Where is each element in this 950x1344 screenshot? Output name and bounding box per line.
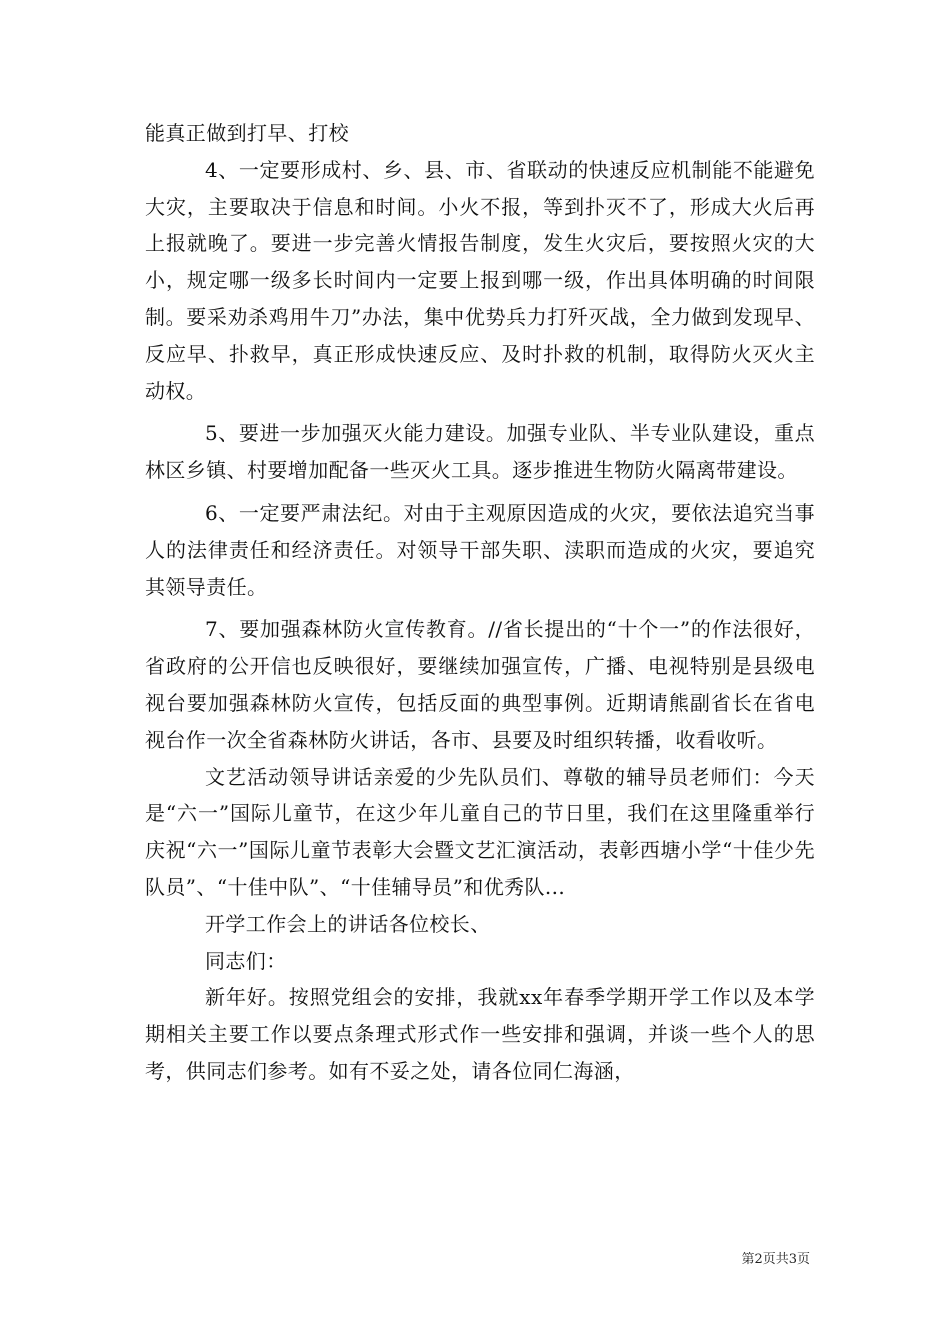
paragraph-meeting-title: 开学工作会上的讲话各位校长、	[205, 911, 491, 936]
page-number-footer: 第2页共3页	[741, 1252, 810, 1267]
paragraph-salutation: 同志们：	[205, 948, 287, 973]
paragraph-item-4: 4、一定要形成村、乡、县、市、省联动的快速反应机制能不能避免大灾，主要取决于信息和时间。小火不报，等到扑灭不了，形成大火后再上报就晚了。要进一步完善火情报告制度，发生火灾后，要按照火灾的大小，规定哪一级多长时间内一定要上报到哪一级，作出具体明确的时间限制。要采劝杀鸡用牛刀”办法，集中优势兵力打歼灭战，全力做到发现早、反应早、扑救早，真正形成快速反应、及时扑救的机制，取得防火灭火主动权。	[145, 157, 815, 403]
paragraph-greeting: 新年好。按照党组会的安排，我就xx年春季学期开学工作以及本学期相关主要工作以要点条理式形式作一些安排和强调，并谈一些个人的思考，供同志们参考。如有不妥之处，请各位同仁海涵，	[145, 985, 815, 1083]
paragraph-item-6: 6、一定要严肃法纪。对由于主观原因造成的火灾，要依法追究当事人的法律责任和经济责任。对领导干部失职、渎职而造成的火灾，要追究其领导责任。	[145, 500, 815, 599]
paragraph-speech-excerpt: 文艺活动领导讲话亲爱的少先队员们、尊敬的辅导员老师们：今天是“六一”国际儿童节，在这少年儿童自己的节日里，我们在这里隆重举行庆祝“六一”国际儿童节表彰大会暨文艺汇演活动，表彰西塘小学“十佳少先队员”、“十佳中队”、“十佳辅导员”和优秀队...	[145, 764, 815, 899]
paragraph-item-7: 7、要加强森林防火宣传教育。//省长提出的“十个一”的作法很好，省政府的公开信也反映很好，要继续加强宣传，广播、电视特别是县级电视台要加强森林防火宣传，包括反面的典型事例。近期请熊副省长在省电视台作一次全省森林防火讲话，各市、县要及时组织转播，收看收听。	[145, 617, 815, 752]
document-body	[145, 115, 815, 1090]
paragraph-continuation: 能真正做到打早、打校	[145, 121, 349, 145]
paragraph-item-5: 5、要进一步加强灭火能力建设。加强专业队、半专业队建设，重点林区乡镇、村要增加配备一些灭火工具。逐步推进生物防火隔离带建设。	[145, 421, 815, 483]
